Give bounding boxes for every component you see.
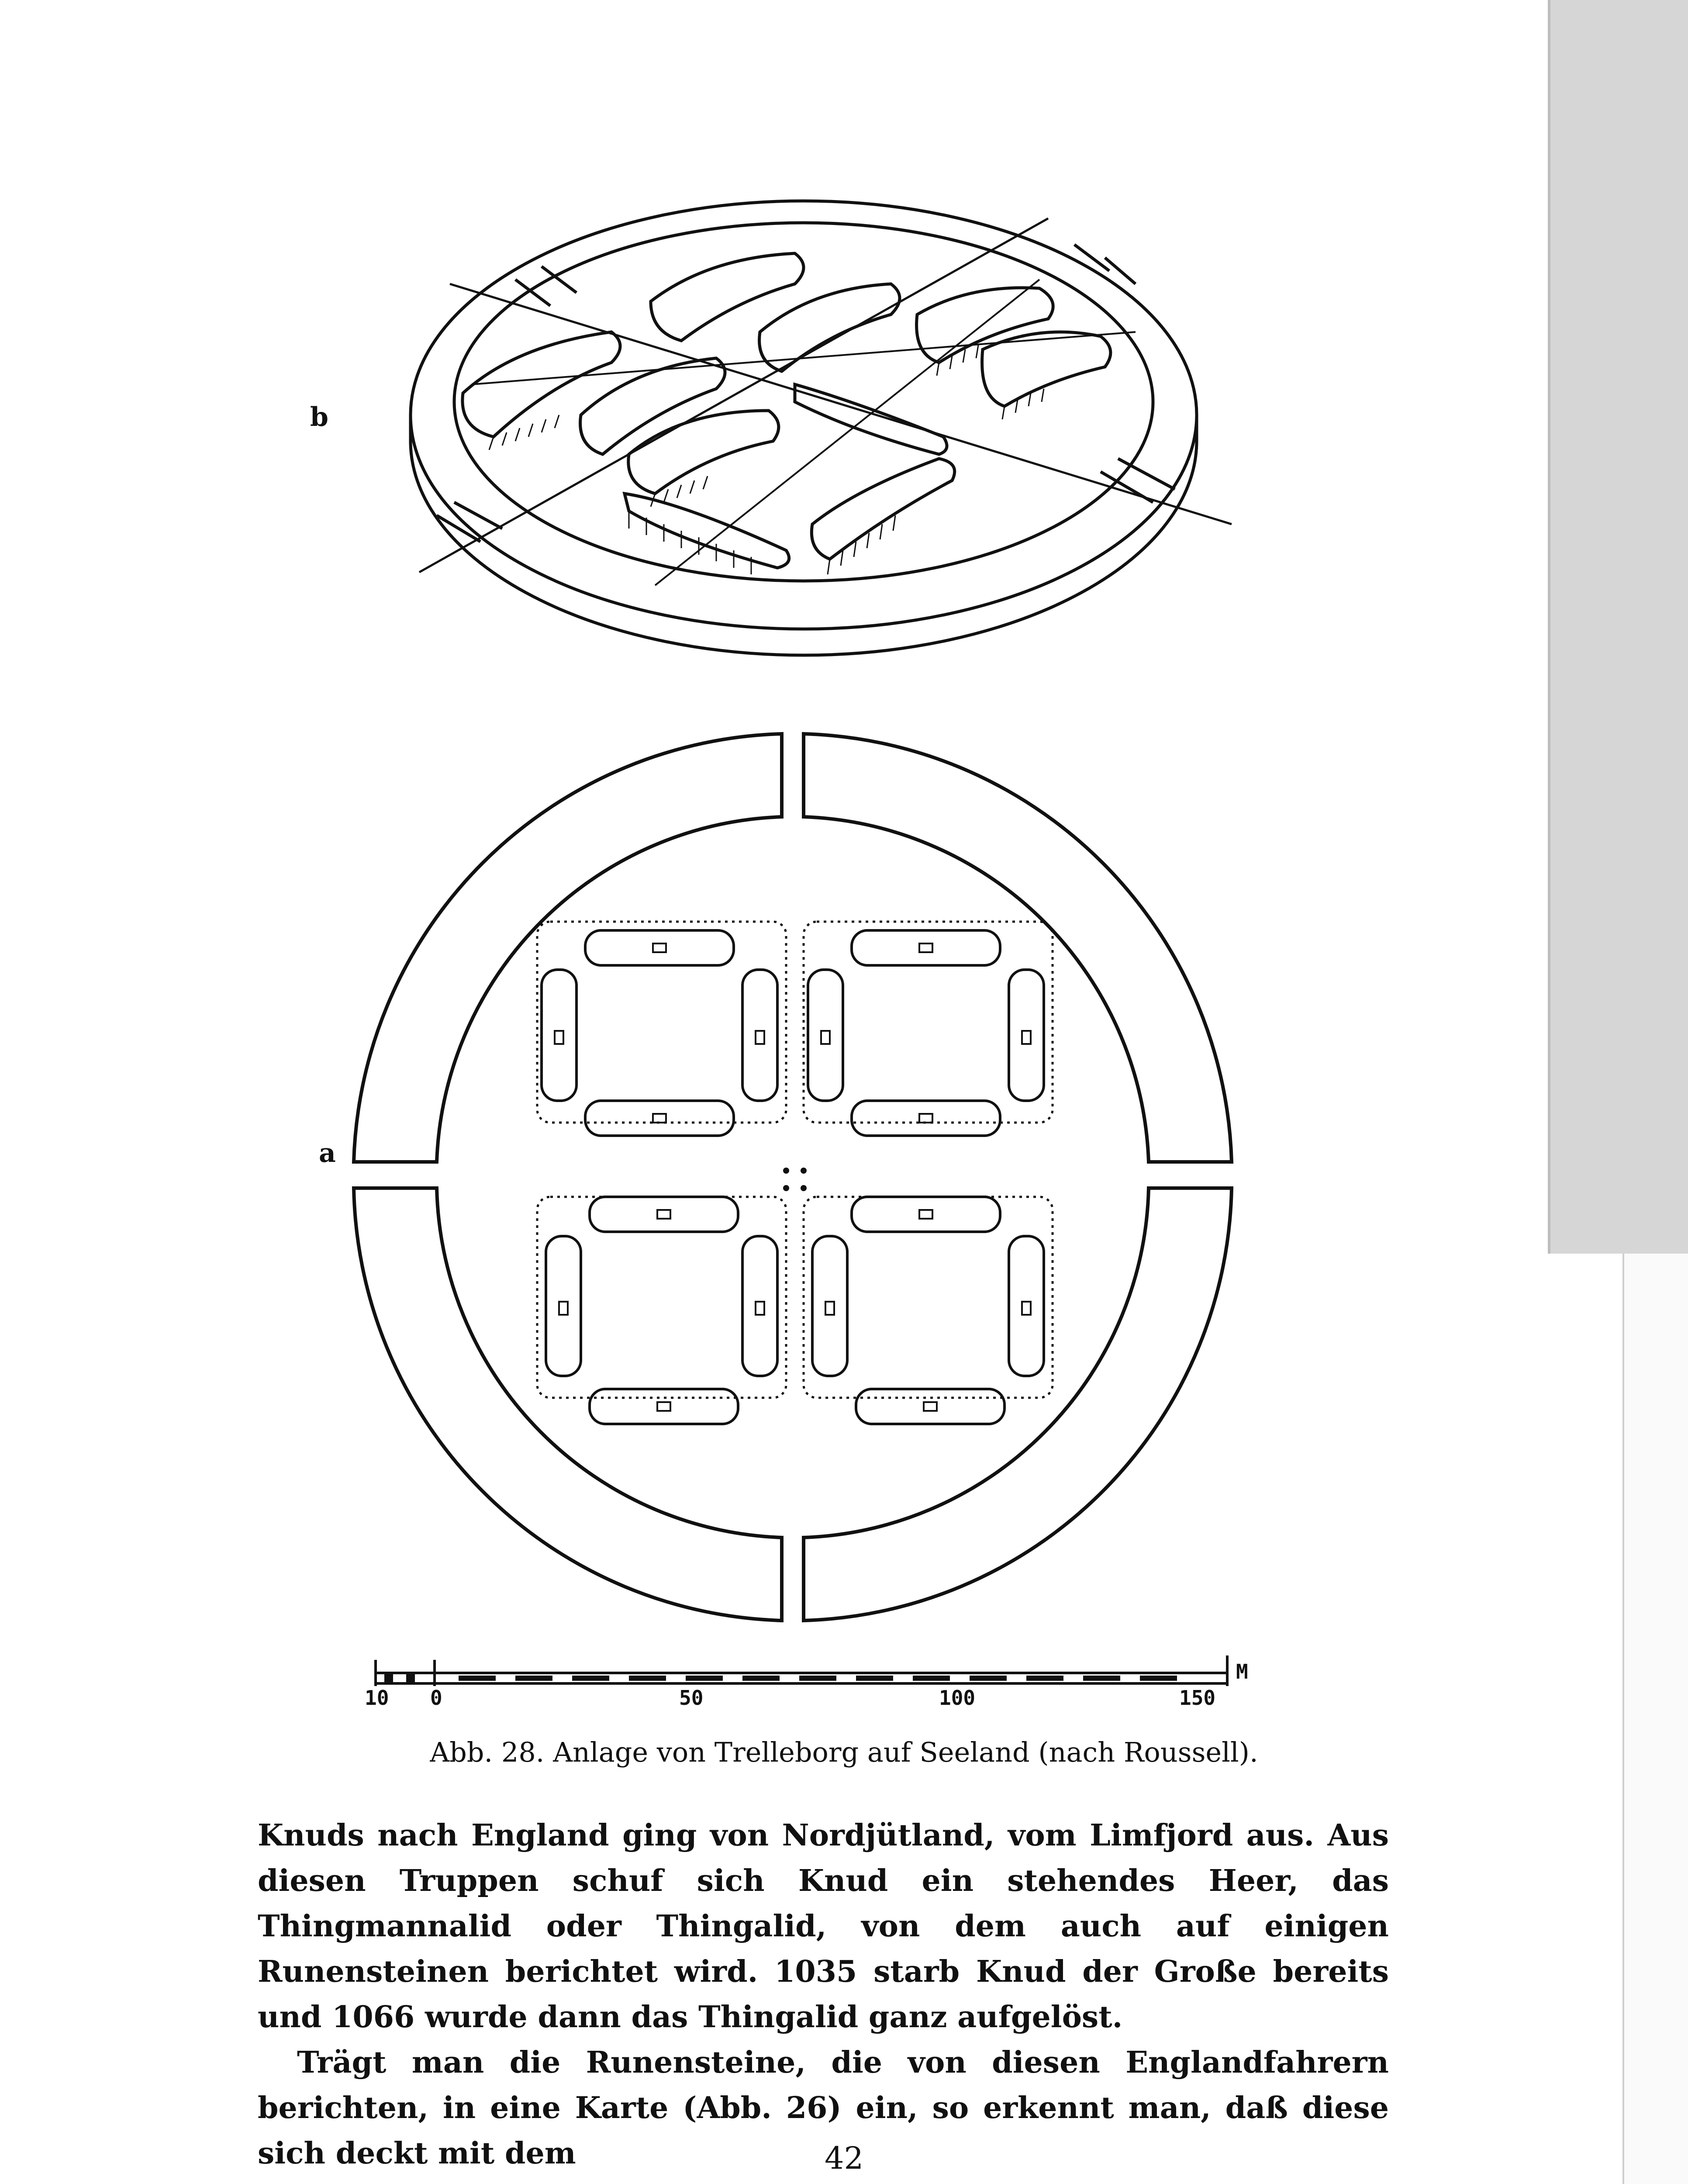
scale-tick-label: 150 xyxy=(1179,1686,1216,1710)
figure-caption: Abb. 28. Anlage von Trelleborg auf Seeland (nach Roussell). xyxy=(430,1736,1258,1768)
scale-tick-label: 0 xyxy=(430,1686,442,1710)
scale-tick-label: 100 xyxy=(939,1686,976,1710)
paragraph: Knuds nach England ging von Nordjütland, vom Limfjord aus. Aus diesen Truppen schuf sich Knud ein stehendes Heer, das Thingmannalid oder Thingalid, von dem auch auf einigen Runensteinen berichtet wird. 1035 starb Knud der Große bereits und 1066 wurde dann das Thingalid ganz aufgelöst. xyxy=(258,1818,1389,2035)
scale-tick-label: 10 xyxy=(365,1686,389,1710)
scale-unit-label: M xyxy=(1236,1660,1248,1683)
scale-tick-label: 50 xyxy=(679,1686,704,1710)
figure-a-label: a xyxy=(319,1138,336,1168)
paragraph: Trägt man die Runensteine, die von diesen Englandfahrern berichten, in eine Karte (Abb. 26) ein, so erkennt man, daß diese sich deckt mit dem xyxy=(258,2045,1389,2171)
figure-b-label: b xyxy=(310,402,328,432)
body-text xyxy=(258,1813,1389,2176)
page-number: 42 xyxy=(824,2140,864,2176)
